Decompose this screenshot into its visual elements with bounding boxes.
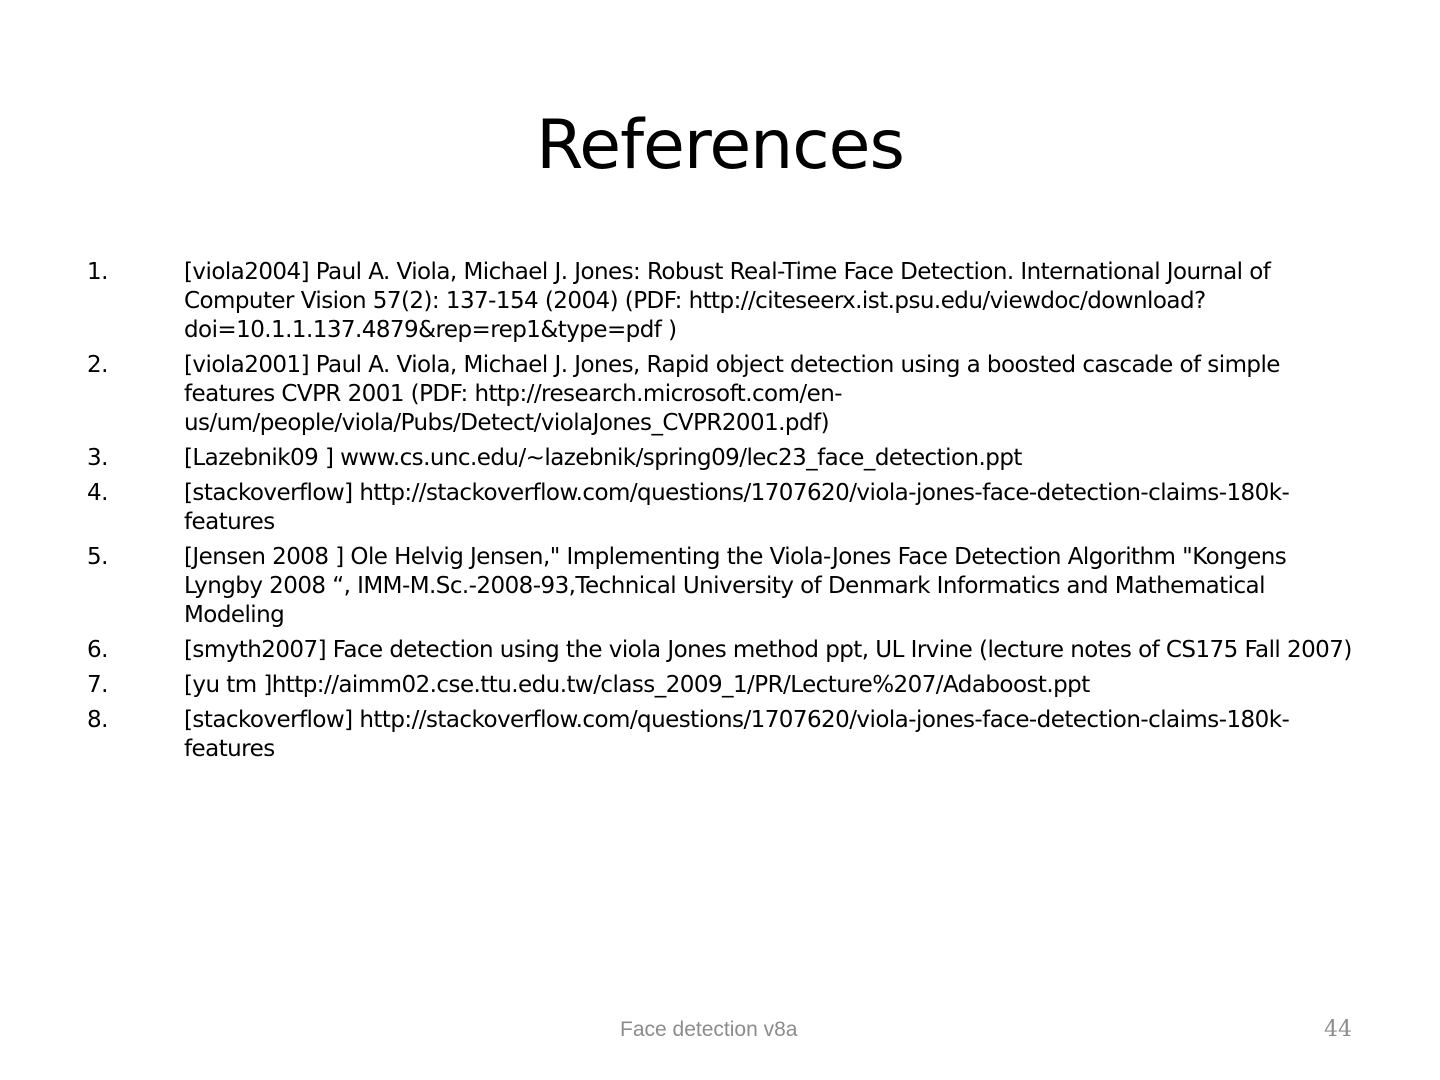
reference-item (87, 543, 1362, 630)
reference-number: 8. (87, 707, 108, 733)
reference-text: [yu tm ]http://aimm02.cse.ttu.edu.tw/class_2009_1/PR/Lecture%207/Adaboost.ppt (184, 672, 1090, 698)
page-number: 44 (1324, 1017, 1352, 1042)
reference-item (87, 444, 1362, 473)
slide-title: References (536, 106, 904, 185)
reference-list (87, 258, 1362, 770)
reference-number: 5. (87, 544, 108, 570)
reference-item (87, 671, 1362, 700)
reference-text: [Jensen 2008 ] Ole Helvig Jensen," Implementing the Viola-Jones Face Detection Algorithm "Kongens Lyngby 2008 “, IMM-M.Sc.-2008-93,Technical University of Denmark Informatics and Mathematical Modeling (184, 544, 1287, 628)
reference-item (87, 479, 1362, 537)
reference-number: 7. (87, 672, 108, 698)
reference-number: 6. (87, 637, 108, 663)
reference-item (87, 351, 1362, 438)
reference-text: [Lazebnik09 ] www.cs.unc.edu/~lazebnik/spring09/lec23_face_detection.ppt (184, 445, 1022, 471)
footer-text: Face detection v8a (620, 1018, 798, 1041)
reference-text: [stackoverflow] http://stackoverflow.com/questions/1707620/viola-jones-face-detection-claims-180k-features (184, 707, 1290, 762)
reference-number: 4. (87, 480, 108, 506)
reference-number: 3. (87, 445, 108, 471)
reference-text: [viola2004] Paul A. Viola, Michael J. Jones: Robust Real-Time Face Detection. International Journal of Computer Vision 57(2): 137-154 (2004) (PDF: http://citeseerx.ist.psu.edu/viewdoc/download?doi=10.1.1.137.4879&rep=rep1&type=pdf ) (184, 259, 1271, 343)
reference-item (87, 258, 1362, 345)
reference-number: 2. (87, 352, 108, 378)
reference-item (87, 706, 1362, 764)
reference-text: [stackoverflow] http://stackoverflow.com/questions/1707620/viola-jones-face-detection-claims-180k-features (184, 480, 1290, 535)
reference-item (87, 636, 1362, 665)
reference-text: [smyth2007] Face detection using the viola Jones method ppt, UL Irvine (lecture notes of CS175 Fall 2007) (184, 637, 1352, 663)
reference-number: 1. (87, 259, 108, 285)
reference-text: [viola2001] Paul A. Viola, Michael J. Jones, Rapid object detection using a boosted cascade of simple features CVPR 2001 (PDF: http://research.microsoft.com/en-us/um/people/viola/Pubs/Detect/violaJones_CVPR2001.pdf) (184, 352, 1280, 436)
